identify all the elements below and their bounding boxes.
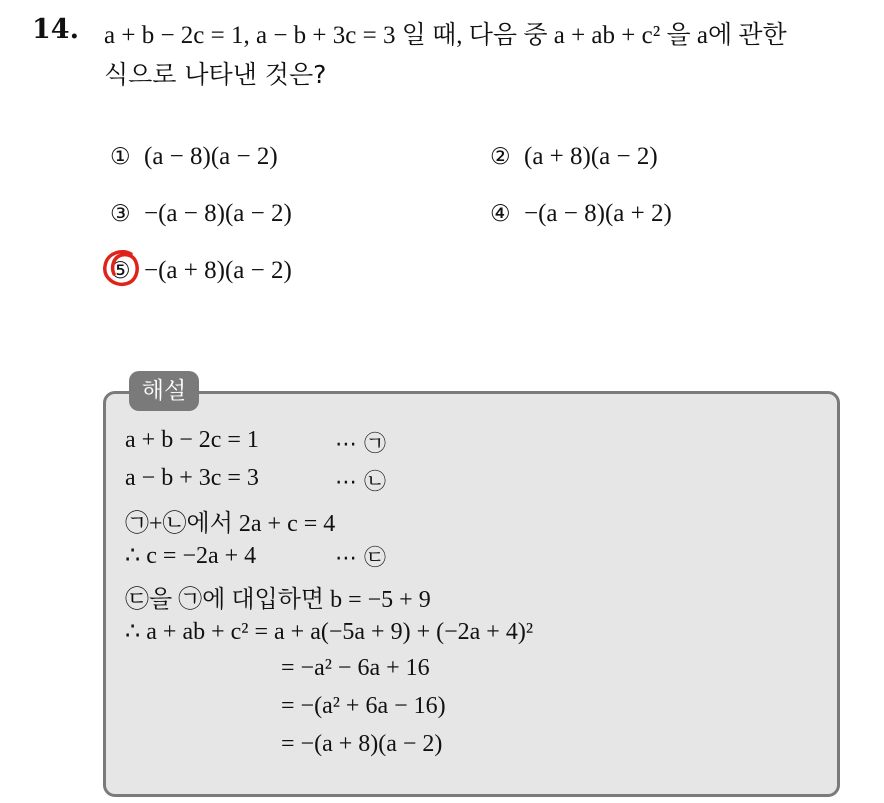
choice-5-marker: ⑤ (110, 258, 131, 284)
solution-line-9-expr: = −(a + 8)(a − 2) (281, 731, 443, 757)
choice-3-text: −(a − 8)(a − 2) (144, 200, 292, 227)
solution-tab-label: 해설 (129, 371, 199, 411)
choice-3[interactable] (110, 200, 292, 228)
question-text-line2: 식으로 나타낸 것은? (104, 60, 327, 89)
question-text-line1: a + b − 2c = 1, a − b + 3c = 3 일 때, 다음 중 a + ab + c² 을 a에 관한 (104, 22, 787, 49)
solution-line-7-expr: = −a² − 6a + 16 (281, 655, 430, 681)
solution-line-3-expr: ㉠+㉡에서 2a + c = 4 (125, 511, 336, 537)
solution-line-2-ref: ⋯ ㉡ (335, 470, 386, 495)
choice-3-marker: ③ (110, 201, 131, 227)
solution-line-1 (125, 427, 386, 457)
solution-line-7 (281, 655, 430, 682)
choice-1-marker: ① (110, 144, 131, 170)
choice-1[interactable] (110, 143, 278, 171)
choice-5-text: −(a + 8)(a − 2) (144, 257, 292, 284)
choice-1-text: (a − 8)(a − 2) (144, 143, 278, 170)
choice-4-marker: ④ (490, 201, 511, 227)
solution-line-4-ref: ⋯ ㉢ (335, 546, 386, 571)
solution-line-1-expr: a + b − 2c = 1 (125, 427, 259, 453)
solution-line-6-expr: ∴ a + ab + c² = a + a(−5a + 9) + (−2a + 4)² (125, 619, 534, 645)
solution-line-4-expr: ∴ c = −2a + 4 (125, 543, 257, 569)
solution-line-8-expr: = −(a² + 6a − 16) (281, 693, 446, 719)
question-number: 14. (32, 14, 79, 45)
solution-line-8 (281, 693, 446, 720)
solution-line-4 (125, 541, 386, 571)
solution-line-2-expr: a − b + 3c = 3 (125, 465, 259, 491)
solution-line-6 (125, 617, 533, 646)
solution-line-2 (125, 465, 386, 495)
solution-line-3 (125, 503, 335, 538)
solution-line-1-ref: ⋯ ㉠ (335, 432, 386, 457)
solution-line-5 (125, 579, 431, 614)
answer-circle-icon (101, 248, 141, 288)
solution-line-5-expr: ㉢을 ㉠에 대입하면 b = −5 + 9 (125, 587, 431, 613)
solution-line-9 (281, 731, 442, 758)
choice-2-text: (a + 8)(a − 2) (524, 143, 658, 170)
choice-2-marker: ② (490, 144, 511, 170)
choice-2[interactable] (490, 143, 658, 171)
choice-4-text: −(a − 8)(a + 2) (524, 200, 672, 227)
choice-4[interactable] (490, 200, 672, 228)
